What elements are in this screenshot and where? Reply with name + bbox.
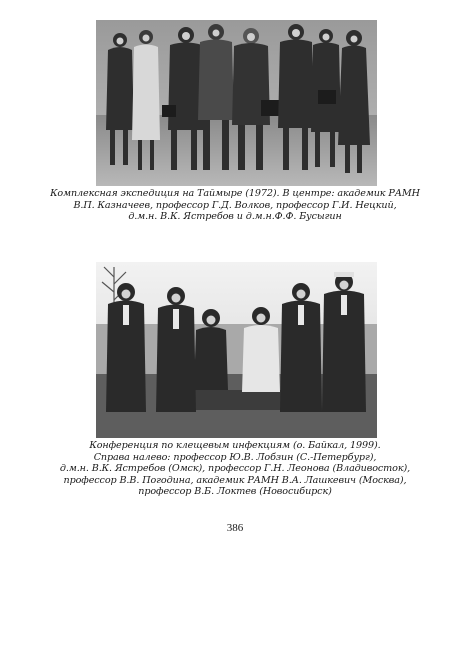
page-number: 386 [226,522,244,534]
expedition-photo-caption [40,188,430,223]
conference-photo-image [96,262,377,438]
caption-line: Комплексная экспедиция на Таймыре (1972). В центре: академик РАМН [50,188,420,199]
caption-line: В.П. Казначеев, профессор Г.Д. Волков, профессор Г.И. Нецкий, [73,199,397,211]
expedition-photo-image [96,20,377,186]
conference-photo [96,262,377,438]
caption-line: Конференция по клещевым инфекциям (о. Байкал, 1999). [89,440,381,451]
caption-line: Справа налево: профессор Ю.В. Лобзин (С.-Петербург), [93,451,377,463]
caption-line: д.м.н. В.К. Ястребов и д.м.н.Ф.Ф. Бусыгин [128,211,342,222]
expedition-photo [96,20,377,186]
caption-line: д.м.н. В.К. Ястребов (Омск), профессор Г.Н. Леонова (Владивосток), [59,463,411,474]
caption-line: профессор В.Б. Локтев (Новосибирск) [138,486,332,497]
conference-photo-caption [40,440,430,498]
caption-line: профессор В.В. Погодина, академик РАМН В.А. Лашкевич (Москва), [63,474,407,486]
